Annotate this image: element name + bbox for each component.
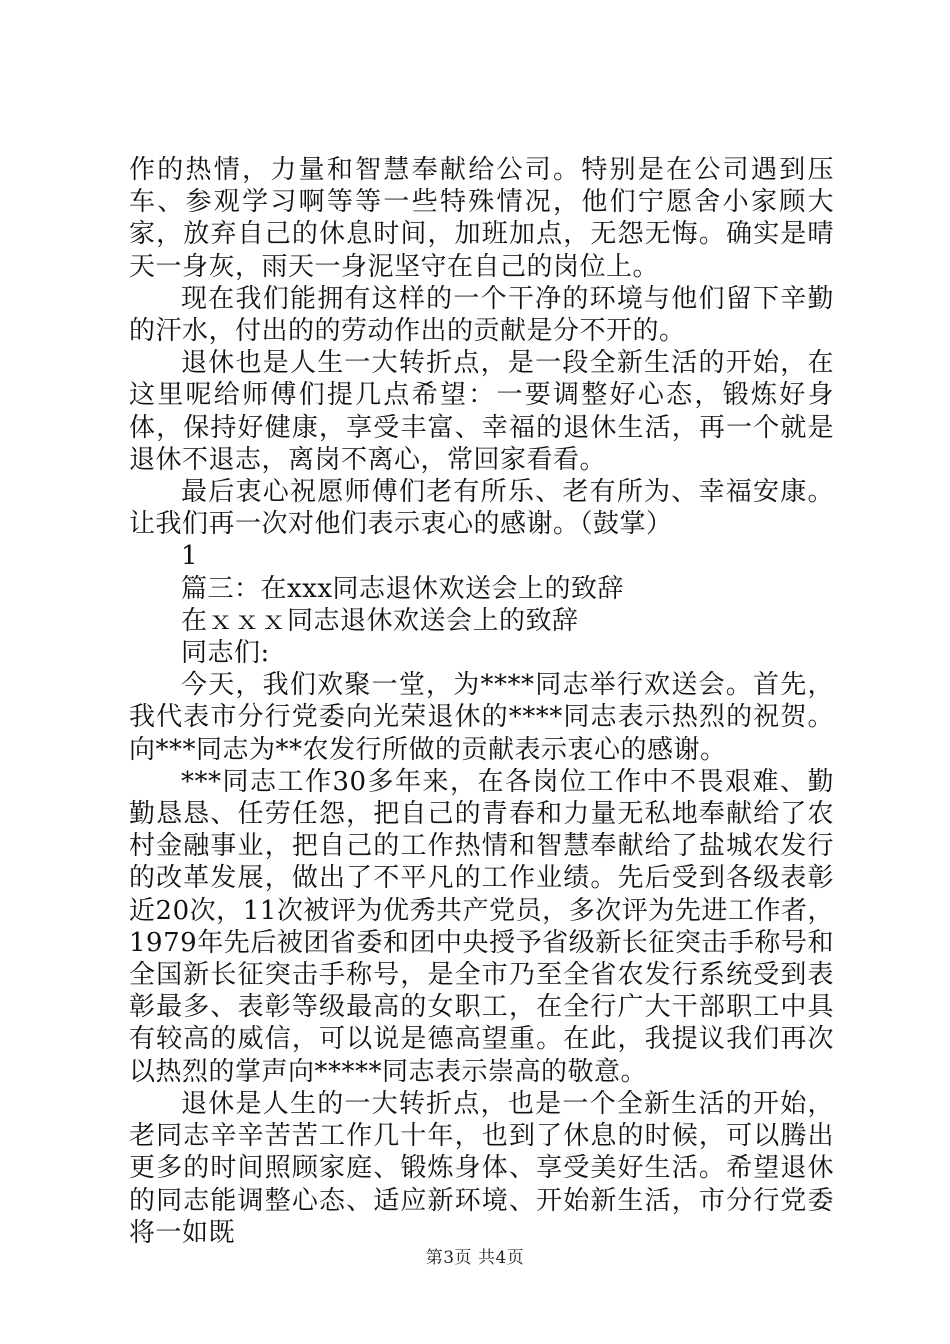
- page-footer: 第3页 共4页: [425, 1248, 525, 1268]
- section-heading: 篇三：在xxx同志退休欢送会上的致辞: [181, 573, 624, 604]
- paragraph-5: 今天，我们欢聚一堂，为****同志举行欢送会。首先，我代表市分行党委向光荣退休的****同志表示热烈的祝贺。向***同志为**农发行所做的贡献表示衷心的感谢。: [129, 670, 834, 765]
- paragraph-2: 现在我们能拥有这样的一个干净的环境与他们留下辛勤的汗水，付出的的劳动作出的贡献是分不开的。: [129, 283, 834, 347]
- salutation: 同志们:: [181, 638, 270, 669]
- paragraph-1: 作的热情，力量和智慧奉献给公司。特别是在公司遇到压车、参观学习啊等等一些特殊情况，他们宁愿舍小家顾大家，放弃自己的休息时间，加班加点，无怨无悔。确实是晴天一身灰，雨天一身泥坚守在自己的岗位上。: [129, 155, 834, 282]
- speech-title: 在ｘｘｘ同志退休欢送会上的致辞: [181, 605, 579, 636]
- paragraph-4: 最后衷心祝愿师傅们老有所乐、老有所为、幸福安康。让我们再一次对他们表示衷心的感谢。（鼓掌）: [129, 477, 834, 540]
- paragraph-6: ***同志工作30多年来，在各岗位工作中不畏艰难、勤勤恳恳、任劳任怨，把自己的青春和力量无私地奉献给了农村金融事业，把自己的工作热情和智慧奉献给了盐城农发行的改革发展，做出了不平凡的工作业绩。先后受到各级表彰近20次，11次被评为优秀共产党员，多次评为先进工作者，1979年先后被团省委和团中央授予省级新长征突击手称号和全国新长征突击手称号，是全市乃至全省农发行系统受到表彰最多、表彰等级最高的女职工，在全行广大干部职工中具有较高的威信，可以说是德高望重。在此，我提议我们再次以热烈的掌声向*****同志表示崇高的敬意。: [129, 766, 834, 1087]
- page-number-marker: 1: [181, 541, 199, 572]
- document-body: [129, 154, 834, 1249]
- paragraph-3: 退休也是人生一大转折点，是一段全新生活的开始，在这里呢给师傅们提几点希望：一要调整好心态，锻炼好身体，保持好健康，享受丰富、幸福的退休生活，再一个就是退休不退志，离岗不离心，常回家看看。: [129, 348, 834, 475]
- paragraph-7: 退休是人生的一大转折点，也是一个全新生活的开始，老同志辛辛苦苦工作几十年，也到了休息的时候，可以腾出更多的时间照顾家庭、锻炼身体、享受美好生活。希望退休的同志能调整心态、适应新环境、开始新生活，市分行党委将一如既: [129, 1088, 834, 1248]
